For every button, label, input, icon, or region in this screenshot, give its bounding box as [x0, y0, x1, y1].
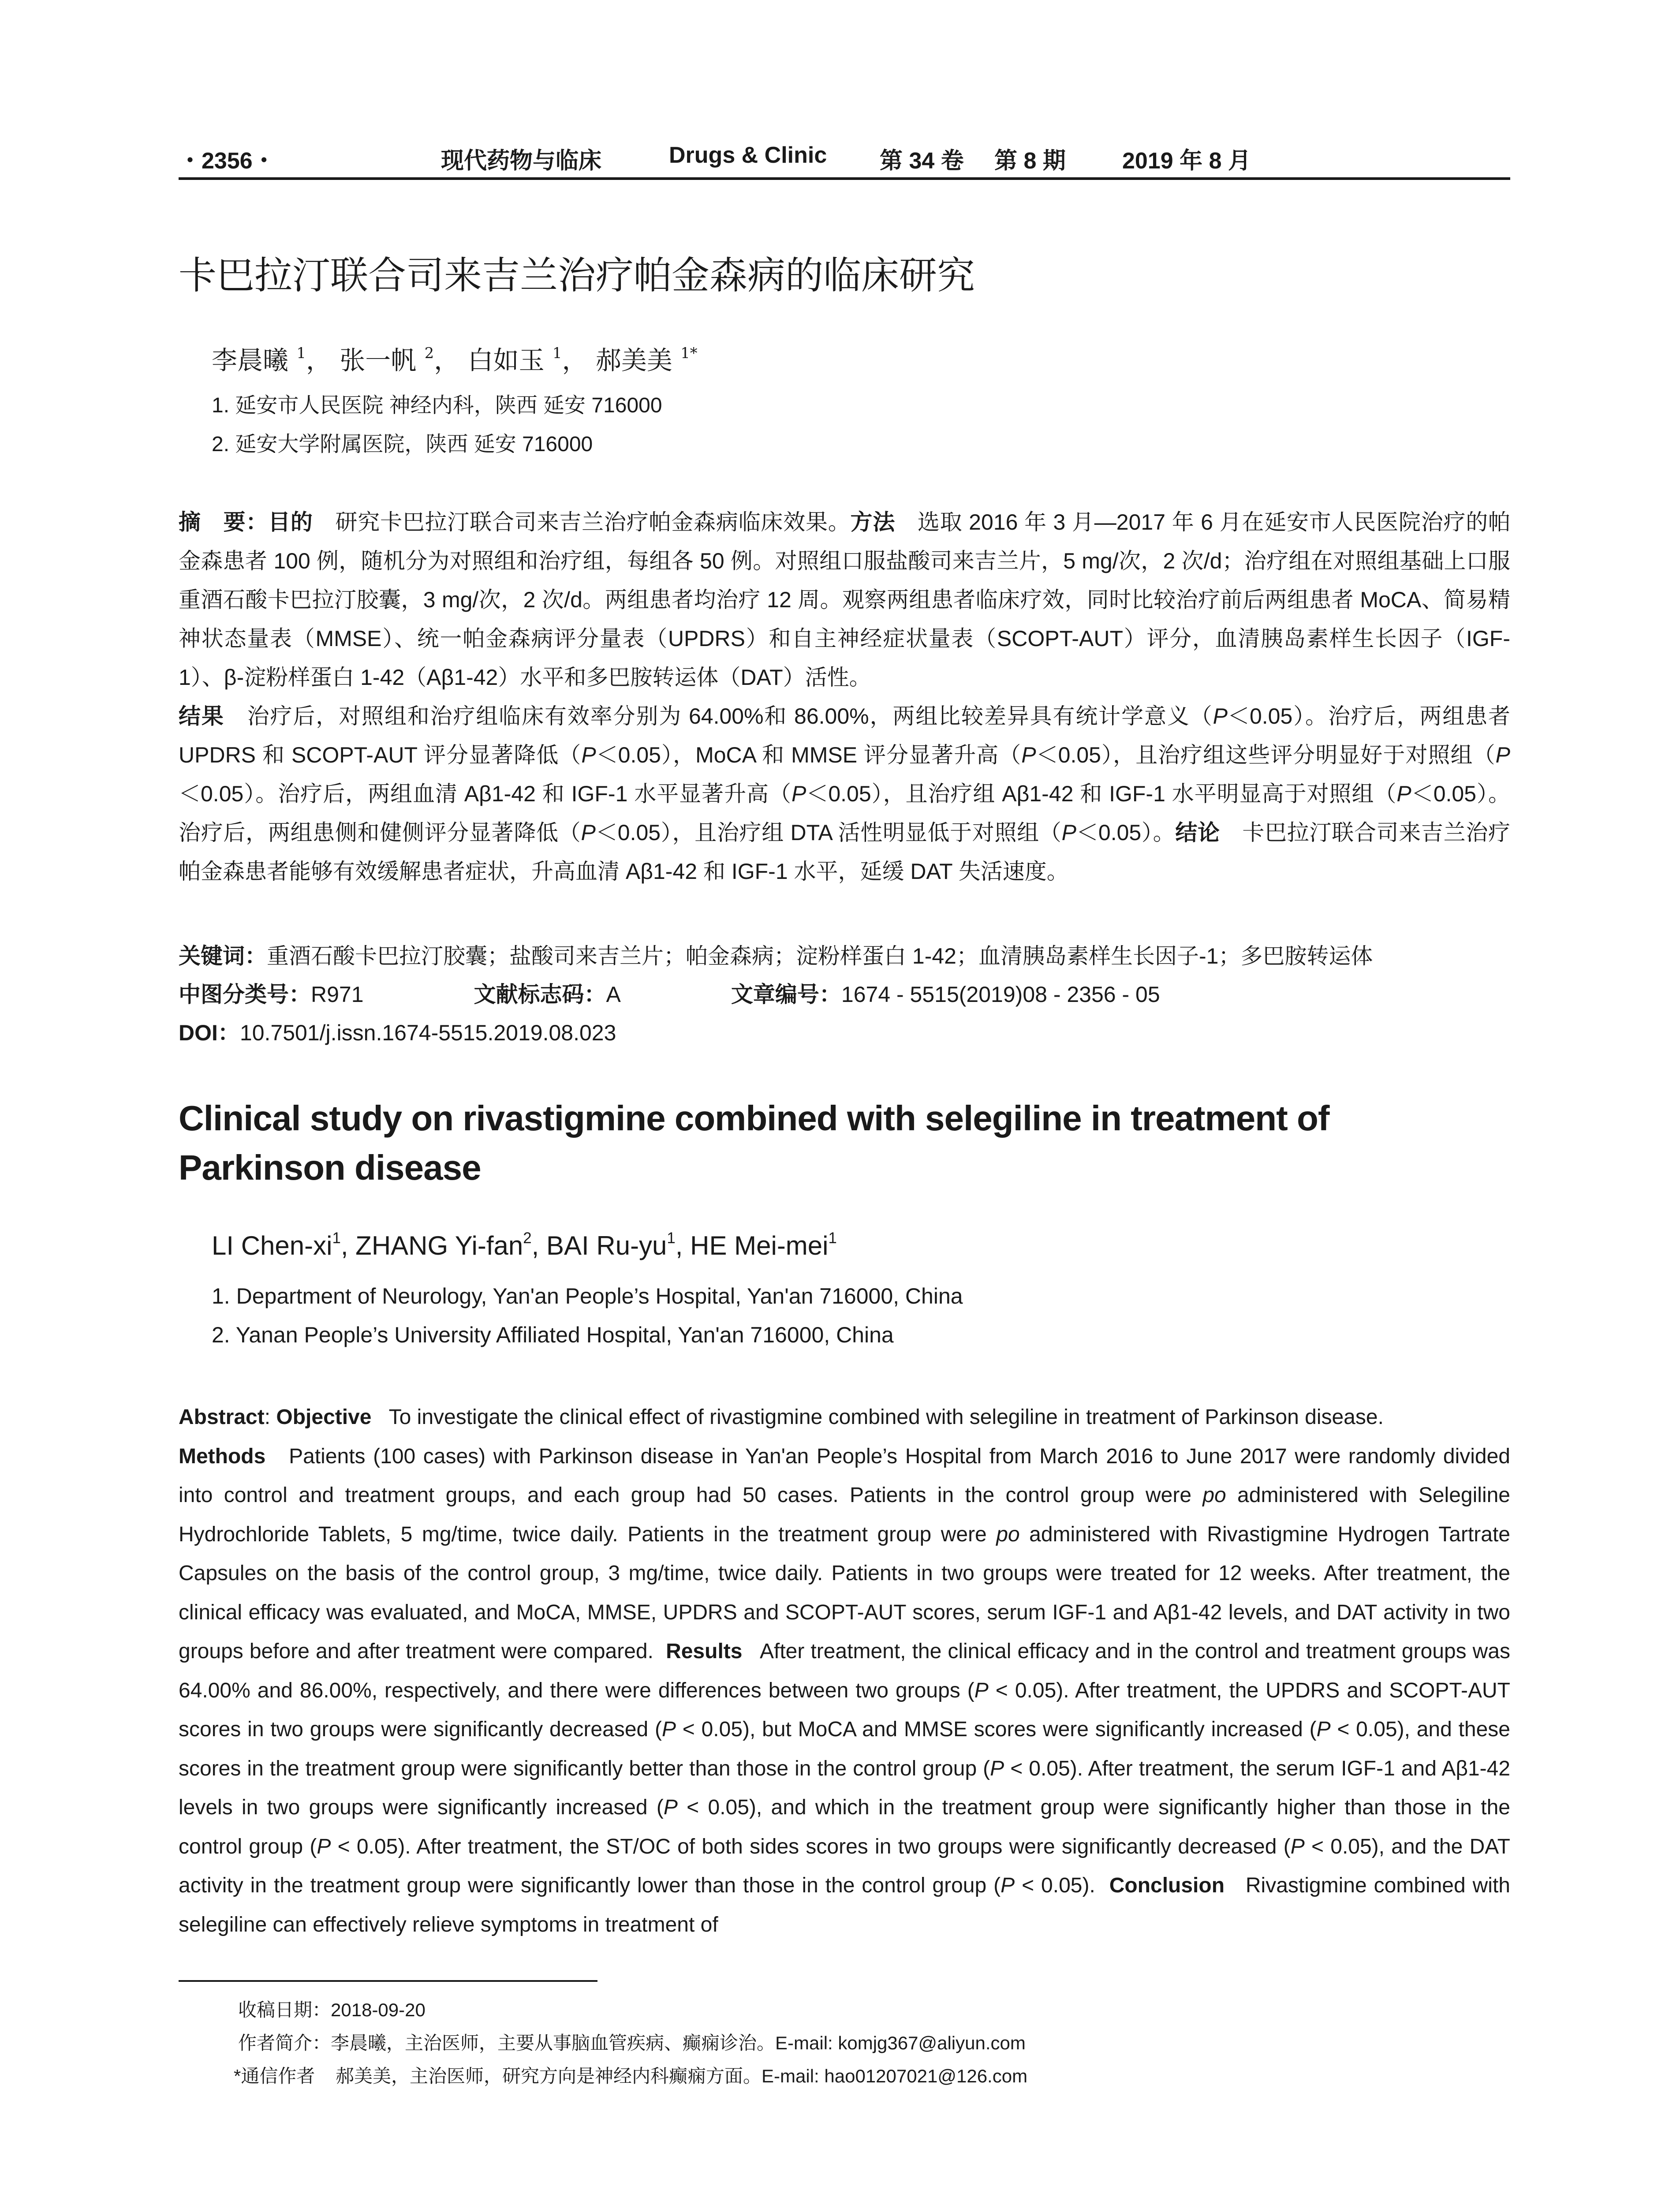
- author-name: HE Mei-mei: [690, 1231, 829, 1260]
- author-name: BAI Ru-yu: [546, 1231, 667, 1260]
- author-affiliation-mark: 1*: [680, 344, 698, 362]
- keywords-label: 关键词：: [179, 944, 267, 968]
- p-value-symbol: P: [661, 1718, 676, 1741]
- classification-line: [179, 975, 1510, 1052]
- footnote-author-bio: [238, 2029, 1026, 2055]
- header-rule: [179, 177, 1510, 180]
- results-text: ＜0.05），MoCA 和 MMSE 评分显著升高（: [596, 743, 1022, 767]
- chinese-title: 卡巴拉汀联合司来吉兰治疗帕金森病的临床研究: [179, 254, 975, 298]
- po-abbrev: po: [996, 1522, 1020, 1546]
- doi-value[interactable]: 10.7501/j.issn.1674-5515.2019.08.023: [239, 1020, 616, 1045]
- p-value-symbol: P: [1316, 1718, 1331, 1741]
- english-affiliation-1: 1. Department of Neurology, Yan'an People’s Hospital, Yan'an 716000, China: [212, 1284, 963, 1308]
- p-value-symbol: P: [663, 1796, 678, 1819]
- chinese-affiliation-1: 1. 延安市人民医院 神经内科，陕西 延安 716000: [212, 394, 662, 417]
- author-name: 李晨曦: [212, 345, 289, 375]
- results-text: < 0.05). After treatment, the UPDRS and SCOPT-AUT scores in two groups were significantly decreased (: [179, 1678, 1511, 1741]
- results-label: Results: [666, 1640, 743, 1663]
- methods-text: 选取 2016 年 3 月—2017 年 6 月在延安市人民医院治疗的帕金森患者 100 例，随机分为对照组和治疗组，每组各 50 例。对照组口服盐酸司来吉兰片，5 mg/次，2 次/d；治疗组在对照组基础上口服重酒石酸卡巴拉汀胶囊，3 mg/次，2 次/d。两组患者均治疗 12 周。观察两组患者临床疗效，同时比较治疗前后两组患者 MoCA、简易精神状态量表（MMSE）、统一帕金森病评分量表（UPDRS）和自主神经症状量表（SCOPT-AUT）评分，血清胰岛素样生长因子（IGF-1）、β-淀粉样蛋白 1-42（Aβ1-42）水平和多巴胺转运体（DAT）活性。: [179, 510, 1511, 690]
- corresponding-text: 郝美美，主治医师，研究方向是神经内科癫痫方面。E-mail: hao01207021@126.com: [336, 2066, 1028, 2086]
- running-header: [179, 142, 1501, 177]
- author-name: 白如玉: [467, 345, 545, 375]
- footnote-corresponding: [234, 2062, 1027, 2088]
- methods-text: Patients (100 cases) with Parkinson disease in Yan'an People’s Hospital from March 2016 to June 2017 were randomly divided into control and treatment groups, and each group had 50 cases. Patients in the control group were: [179, 1444, 1511, 1507]
- bio-text: 李晨曦，主治医师，主要从事脑血管疾病、癫痫诊治。E-mail: komjg367@aliyun.com: [331, 2033, 1026, 2053]
- received-date: 2018-09-20: [331, 1999, 426, 2020]
- results-text: After treatment, the clinical efficacy and in the control and treatment groups was 64.00% and 86.00%, respectively, and there were differences between two groups (: [179, 1640, 1511, 1702]
- p-value-symbol: P: [1061, 820, 1076, 845]
- english-title: Clinical study on rivastigmine combined with selegiline in treatment of Parkinson disease: [179, 1099, 1329, 1187]
- objective-text: To investigate the clinical effect of rivastigmine combined with selegiline in treatment of Parkinson disease.: [388, 1405, 1384, 1429]
- abstract-label: Abstract: [179, 1405, 265, 1429]
- results-label: 结果: [179, 704, 224, 729]
- results-text: ＜0.05）。治疗后，两组血清 Aβ1-42 和 IGF-1 水平显著升高（: [179, 781, 791, 806]
- bio-label: 作者简介：: [238, 2033, 331, 2053]
- results-text: < 0.05), and which in the treatment group were significantly higher than those in the control group (: [179, 1796, 1511, 1858]
- received-label: 收稿日期：: [238, 1999, 331, 2020]
- corresponding-label: *通信作者: [234, 2066, 315, 2086]
- results-text: < 0.05).: [1015, 1874, 1095, 1897]
- p-value-symbol: P: [1290, 1835, 1305, 1858]
- keywords-block: [179, 937, 1510, 975]
- doc-code-value: A: [606, 982, 621, 1007]
- conclusion-label: 结论: [1175, 820, 1220, 845]
- journal-name-cn: 现代药物与临床: [441, 147, 602, 174]
- author-affiliation-mark: 2: [523, 1229, 532, 1247]
- methods-label: 方法: [850, 510, 896, 534]
- article-no-value: 1674 - 5515(2019)08 - 2356 - 05: [841, 982, 1160, 1007]
- author-affiliation-mark: 1: [296, 344, 306, 362]
- p-value-symbol: P: [1021, 743, 1036, 767]
- po-abbrev: po: [1202, 1484, 1226, 1507]
- author-affiliation-mark: 1: [828, 1229, 837, 1247]
- p-value-symbol: P: [1495, 743, 1510, 767]
- abstract-label: 摘 要：: [179, 510, 269, 534]
- footnote-received: [238, 1996, 426, 2022]
- results-text: ＜0.05）。治疗后，两组患者 UPDRS 和 SCOPT-AUT 评分显著降低（: [179, 704, 1510, 767]
- results-text: ＜0.05），且治疗组这些评分明显好于对照组（: [1036, 743, 1496, 767]
- results-text: < 0.05), and the DAT activity in the treatment group were significantly lower than those in the control group (: [179, 1835, 1511, 1897]
- results-text: < 0.05). After treatment, the serum IGF-1 and Aβ1-42 levels in two groups were significantly increased (: [179, 1757, 1511, 1819]
- results-text: ＜0.05）。治疗后，两组患侧和健侧评分显著降低（: [179, 781, 1510, 845]
- p-value-symbol: P: [1213, 704, 1228, 729]
- author-affiliation-mark: 1: [553, 344, 562, 362]
- issue: 第 8 期: [994, 148, 1066, 174]
- author-affiliation-mark: 2: [424, 344, 434, 362]
- article-no-label: 文章编号：: [731, 982, 841, 1007]
- conclusion-text: Rivastigmine combined with selegiline can effectively relieve symptoms in treatment of: [179, 1874, 1511, 1936]
- footnote-rule: [179, 1980, 597, 1982]
- p-value-symbol: P: [581, 743, 596, 767]
- clc-value: R971: [311, 982, 364, 1007]
- objective-label: 目的: [268, 510, 313, 534]
- english-affiliation-2: 2. Yanan People’s University Affiliated Hospital, Yan'an 716000, China: [212, 1323, 894, 1347]
- results-text: < 0.05), but MoCA and MMSE scores were significantly increased (: [676, 1718, 1317, 1741]
- page-number: ・2356・: [179, 148, 276, 174]
- author-affiliation-mark: 1: [332, 1229, 341, 1247]
- author-name: LI Chen-xi: [212, 1231, 332, 1260]
- chinese-affiliation-2: 2. 延安大学附属医院，陕西 延安 716000: [212, 433, 593, 456]
- p-value-symbol: P: [1396, 781, 1411, 806]
- results-text: < 0.05). After treatment, the ST/OC of both sides scores in two groups were significantly decreased (: [331, 1835, 1291, 1858]
- methods-label: Methods: [179, 1444, 266, 1468]
- p-value-symbol: P: [317, 1835, 331, 1858]
- methods-text: administered with Selegiline Hydrochloride Tablets, 5 mg/time, twice daily. Patients in the treatment group were: [179, 1484, 1510, 1546]
- chinese-abstract: [179, 503, 1510, 891]
- p-value-symbol: P: [791, 781, 806, 806]
- p-value-symbol: P: [990, 1757, 1004, 1780]
- results-text: < 0.05), and these scores in the treatment group were significantly better than those in the control group (: [179, 1718, 1510, 1780]
- chinese-authors: 李晨曦 $^1$， 张一帆 $^2$， 白如玉 $^1$， 郝美美 $^{1*}$: [212, 344, 698, 375]
- journal-name-en: Drugs & Clinic: [669, 142, 827, 168]
- p-value-symbol: P: [581, 820, 596, 845]
- results-text: 治疗后，对照组和治疗组临床有效率分别为 64.00%和 86.00%，两组比较差异具有统计学意义（: [247, 704, 1213, 729]
- doc-code-label: 文献标志码：: [474, 982, 606, 1007]
- keywords-text: 重酒石酸卡巴拉汀胶囊；盐酸司来吉兰片；帕金森病；淀粉样蛋白 1-42；血清胰岛素样生长因子-1；多巴胺转运体: [267, 944, 1373, 968]
- doi-label: DOI：: [179, 1020, 240, 1045]
- results-text: ＜0.05），且治疗组 DTA 活性明显低于对照组（: [595, 820, 1062, 845]
- conclusion-label: Conclusion: [1109, 1874, 1225, 1897]
- objective-text: 研究卡巴拉汀联合司来吉兰治疗帕金森病临床效果。: [335, 510, 851, 534]
- issue-date: 2019 年 8 月: [1122, 148, 1251, 174]
- clc-label: 中图分类号：: [179, 982, 311, 1007]
- methods-text: administered with Rivastigmine Hydrogen Tartrate Capsules on the basis of the control group, 3 mg/time, twice daily. Patients in two groups were treated for 12 weeks. After treatment, the clinical efficacy was evaluated, and MoCA, MMSE, UPDRS and SCOPT-AUT scores, serum IGF-1 and Aβ1-42 levels, and DAT activity in two groups before and after treatment were compared.: [179, 1522, 1510, 1663]
- objective-label: Objective: [276, 1405, 372, 1429]
- p-value-symbol: P: [974, 1678, 989, 1702]
- english-abstract: [179, 1398, 1510, 1944]
- abstract-colon: :: [264, 1405, 276, 1429]
- author-name: 张一帆: [340, 345, 417, 375]
- results-text: ＜0.05）。: [1076, 820, 1176, 845]
- results-text: ＜0.05），且治疗组 Aβ1-42 和 IGF-1 水平明显高于对照组（: [806, 781, 1397, 806]
- conclusion-text: 卡巴拉汀联合司来吉兰治疗帕金森患者能够有效缓解患者症状，升高血清 Aβ1-42 和 IGF-1 水平，延缓 DAT 失活速度。: [179, 820, 1511, 884]
- author-affiliation-mark: 1: [667, 1229, 676, 1247]
- author-name: 郝美美: [595, 345, 672, 375]
- author-name: ZHANG Yi-fan: [355, 1231, 523, 1260]
- english-authors: LI Chen-$xi^1$, ZHANG Yi-fan$^2$, BAI $Ru-yu^1$, HE Mei-mei$^1$: [212, 1229, 837, 1260]
- p-value-symbol: P: [1001, 1874, 1015, 1897]
- volume: 第 34 卷: [880, 148, 964, 174]
